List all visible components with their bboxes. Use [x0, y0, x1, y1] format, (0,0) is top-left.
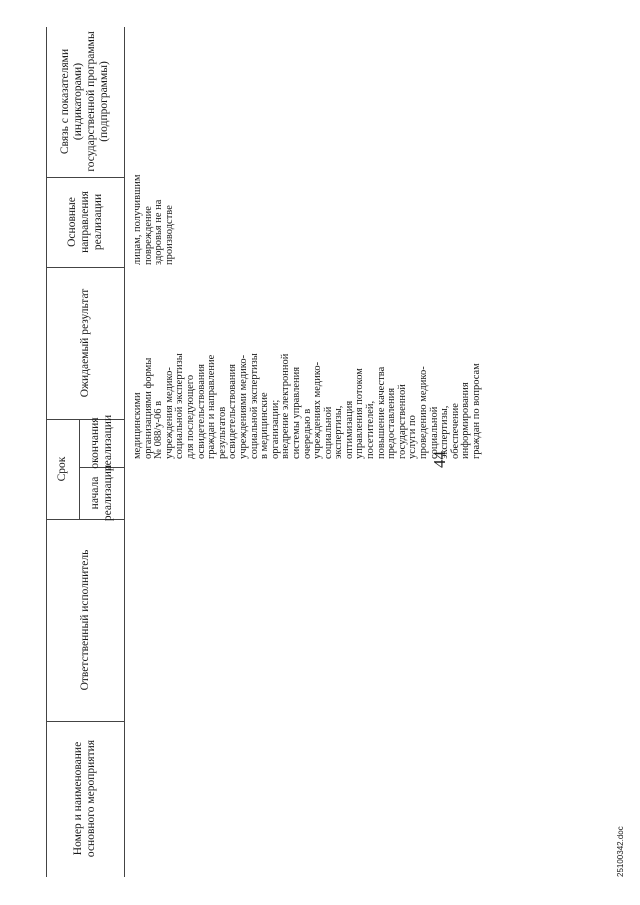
header-number-and-name: Номер и наименование основного мероприятия: [72, 739, 97, 858]
header-main-directions: Основные направления реализации: [65, 191, 104, 253]
main-directions-cell: лицам, получившим повреждение здоровья не на производстве: [132, 174, 175, 265]
expected-result-cell: медицинскими организациями формы № 088/у-06 в учреждения медико- социальной экспертизы для последующего освидетельствования граждан и направление результатов освидетельствования учреждениями медико- социальной экспертизы в медицинские организации; внедрение электронной системы управления очередью в учреждениях медико- социальной экспертизы, оптимизация управления потоком посетителей, повышение качества предоставления государственной услуги по проведению медико- социальной экспертизы, обеспечение информирования граждан по вопросам: [132, 353, 482, 459]
header-indicators-link: Связь с показателями (индикаторами) государственной программы (подпрограммы): [59, 31, 110, 172]
header-bottom-border: [124, 27, 125, 877]
header-term-end: окончания реализации: [88, 414, 114, 472]
header-executor: Ответственный исполнитель: [78, 549, 91, 691]
header-expected-result: Ожидаемый результат: [78, 288, 91, 398]
page-number: 44: [430, 451, 449, 468]
header-term-start: начала реализации: [88, 464, 114, 522]
document-id: 25100342.doc: [616, 826, 625, 877]
header-term: Срок: [56, 456, 68, 482]
